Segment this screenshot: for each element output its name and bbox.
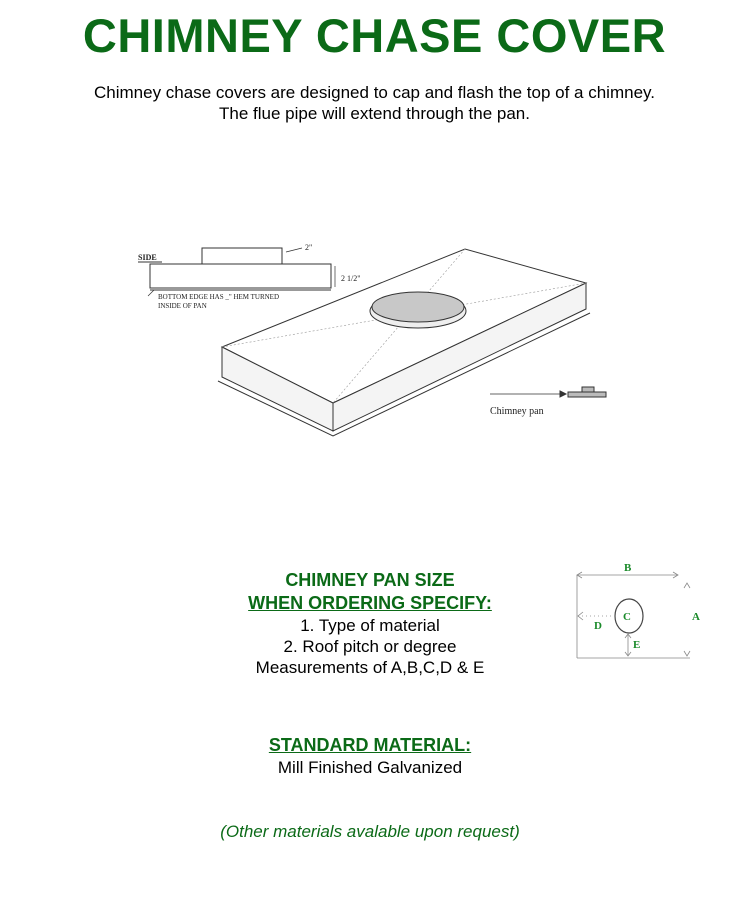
collar-height-label: 2" — [305, 243, 313, 252]
hem-leader — [148, 290, 154, 296]
material-section — [190, 734, 550, 778]
ordering-section — [190, 569, 550, 678]
dim-label-b: B — [624, 562, 632, 574]
material-value: Mill Finished Galvanized — [277, 758, 463, 777]
ordering-subheading: WHEN ORDERING SPECIFY: — [248, 593, 492, 613]
pan-height-label: 2 1/2" — [341, 274, 361, 283]
side-label: SIDE — [138, 253, 157, 262]
dim-a-arrow-top — [684, 583, 690, 588]
dim-label-e: E — [633, 639, 641, 651]
ordering-item: Measurements of A,B,C,D & E — [255, 658, 485, 677]
dim-label-a: A — [692, 611, 700, 623]
intro-line-1: Chimney chase covers are designed to cap and flash the top of a chimney. — [93, 83, 655, 102]
dim-label-d: D — [594, 620, 602, 632]
intro-line-2: The flue pipe will extend through the pan. — [219, 104, 530, 123]
hem-note-line-2: INSIDE OF PAN — [158, 302, 207, 310]
mini-collar — [582, 387, 594, 392]
chimney-pan-drawing — [130, 235, 630, 445]
other-materials-note: (Other materials avalable upon request) — [220, 822, 520, 841]
chimney-pan-label: Chimney pan — [490, 406, 544, 417]
mini-pan — [568, 392, 606, 397]
dim-label-c: C — [623, 611, 631, 623]
page-title: CHIMNEY CHASE COVER — [82, 9, 667, 62]
hem-note-line-1: BOTTOM EDGE HAS _" HEM TURNED — [158, 293, 280, 301]
dim-a-arrow-bottom — [684, 651, 690, 656]
pan-size-heading: CHIMNEY PAN SIZE — [285, 570, 455, 590]
arrowhead — [560, 391, 566, 397]
material-heading: STANDARD MATERIAL: — [268, 735, 472, 755]
flue-collar-top — [372, 292, 464, 322]
side-view-collar — [202, 248, 282, 264]
ordering-item: 1. Type of material — [300, 616, 440, 635]
intro-text — [0, 82, 749, 124]
ordering-item: 2. Roof pitch or degree — [283, 637, 457, 656]
dimension-diagram — [570, 558, 710, 668]
collar-leader — [286, 248, 302, 252]
side-view-pan — [150, 264, 331, 288]
